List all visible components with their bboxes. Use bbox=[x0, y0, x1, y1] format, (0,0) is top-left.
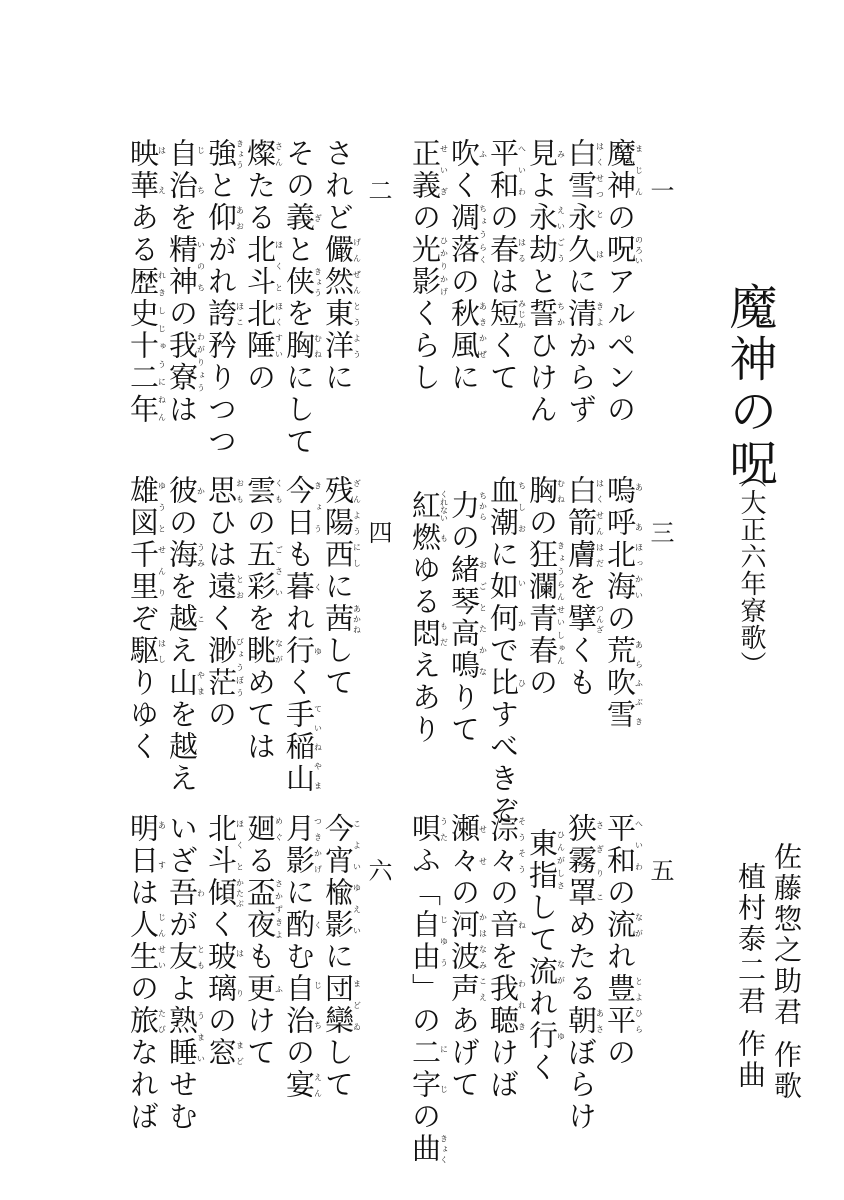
verse-line: 平和へいわの流ながれ豊平とよひらの bbox=[603, 813, 644, 1069]
verse-line: 東指ひんがしさして流ながれ行ゆく bbox=[525, 828, 566, 1084]
verse-line: 今宵楡影こよいゆえいに団欒まどゐして bbox=[321, 813, 362, 1101]
verse-line: 廻めぐる盃夜さかずきよも更ふけて bbox=[243, 813, 284, 1069]
verse-line: 北斗ほくと傾かたぶく玻璃はりの窓まど bbox=[204, 813, 245, 1069]
verse-line: 月影つきかげに酌くむ自治じちの宴えん bbox=[282, 813, 323, 1101]
verse-line: 見みよ永劫えいごうと誓ちかひけん bbox=[525, 138, 566, 426]
verse-line: 思おもひは遠とおく渺茫びょうぼうの bbox=[204, 475, 245, 731]
verse-line: 魔神まじんの呪のろいアルペンの bbox=[603, 138, 644, 426]
verse-line: 雄図千里ゆうとせんりぞ駆はしりゆく bbox=[126, 475, 167, 763]
verse-number: 二 bbox=[364, 178, 392, 202]
lyricist-credit: 佐藤惣之助君 作歌 bbox=[770, 842, 803, 1102]
verse-line: いざ吾わが友ともよ熟睡うまいせむ bbox=[165, 813, 206, 1133]
verse-line: 明日あすは人生じんせいの旅たびなれば bbox=[126, 813, 167, 1133]
verse-line: 残陽西ざんようにしに茜あかねして bbox=[321, 475, 362, 699]
verse-number: 五 bbox=[646, 858, 674, 882]
verse-line: 淙々そうそうの音ねを我聴われきけば bbox=[486, 813, 527, 1101]
verse-line: 胸むねの狂瀾青春きょうらんせいしゅんの bbox=[525, 475, 566, 699]
verse-number: 六 bbox=[364, 858, 392, 882]
verse-line: 平和へいわの春はるは短みじかくて bbox=[486, 138, 527, 394]
song-title: 魔神の呪 bbox=[721, 282, 777, 490]
verse-line: 力ちからの緒琴高鳴おごとたかなりて bbox=[447, 490, 488, 746]
verse-line: 強きょうと仰あおがれ誇ほこ矜りつつ bbox=[204, 138, 245, 458]
verse-number: 四 bbox=[364, 520, 392, 544]
verse-line: 今日きょうも暮くれ行ゆく手稲山ていねやま bbox=[282, 475, 323, 795]
verse-line: 彼かの海うみを越こえ山やまを越え bbox=[165, 475, 206, 795]
verse-number: 三 bbox=[646, 520, 674, 544]
verse-line: 白雪はくせつ永久とはに清きよからず bbox=[564, 138, 605, 426]
verse-number: 一 bbox=[646, 178, 674, 202]
verse-line: 血潮ちしおに如何いかで比ひすべきぞ bbox=[486, 475, 527, 827]
composer-credit: 植村泰二君 作曲 bbox=[734, 862, 767, 1091]
verse-line: 瀬せ々せの河波声かはなみこえあげて bbox=[447, 813, 488, 1101]
verse-line: 燦さんたる北斗ほくと北陲ほくすいの bbox=[243, 138, 284, 394]
verse-line: 白箭膚はくせんはだを擘つんざくも bbox=[564, 475, 605, 699]
verse-line: 狭霧罩さぎりこめたる朝あさぼらけ bbox=[564, 813, 605, 1133]
verse-line: 映華はえある歴史十二年れきしじゅうにねん bbox=[126, 138, 167, 426]
verse-line: 自治じちを精神いのちの我寮わがりょうは bbox=[165, 138, 206, 426]
verse-line: その義ぎと侠きょうを胸むねにして bbox=[282, 138, 323, 458]
verse-line: 雲くもの五彩ごさいを眺ながめては bbox=[243, 475, 284, 763]
verse-line: 嗚呼ああ北海ほっかいの荒吹雪あらふぶき bbox=[603, 475, 644, 731]
verse-line: されど儼然東洋げんぜんとうように bbox=[321, 138, 362, 394]
verse-line: 吹ふく凋落ちょうらくの秋風あきかぜに bbox=[447, 138, 488, 394]
song-subtitle: （大正六年寮歌） bbox=[736, 462, 766, 678]
verse-line: 紅くれない燃もゆる悶もだえあり bbox=[408, 490, 449, 746]
verse-line: 正義せいぎの光影ひかりかげくらし bbox=[408, 138, 449, 394]
verse-line: 唄うたふ「自由じゆう」の二字にじの曲きょく bbox=[408, 813, 449, 1165]
